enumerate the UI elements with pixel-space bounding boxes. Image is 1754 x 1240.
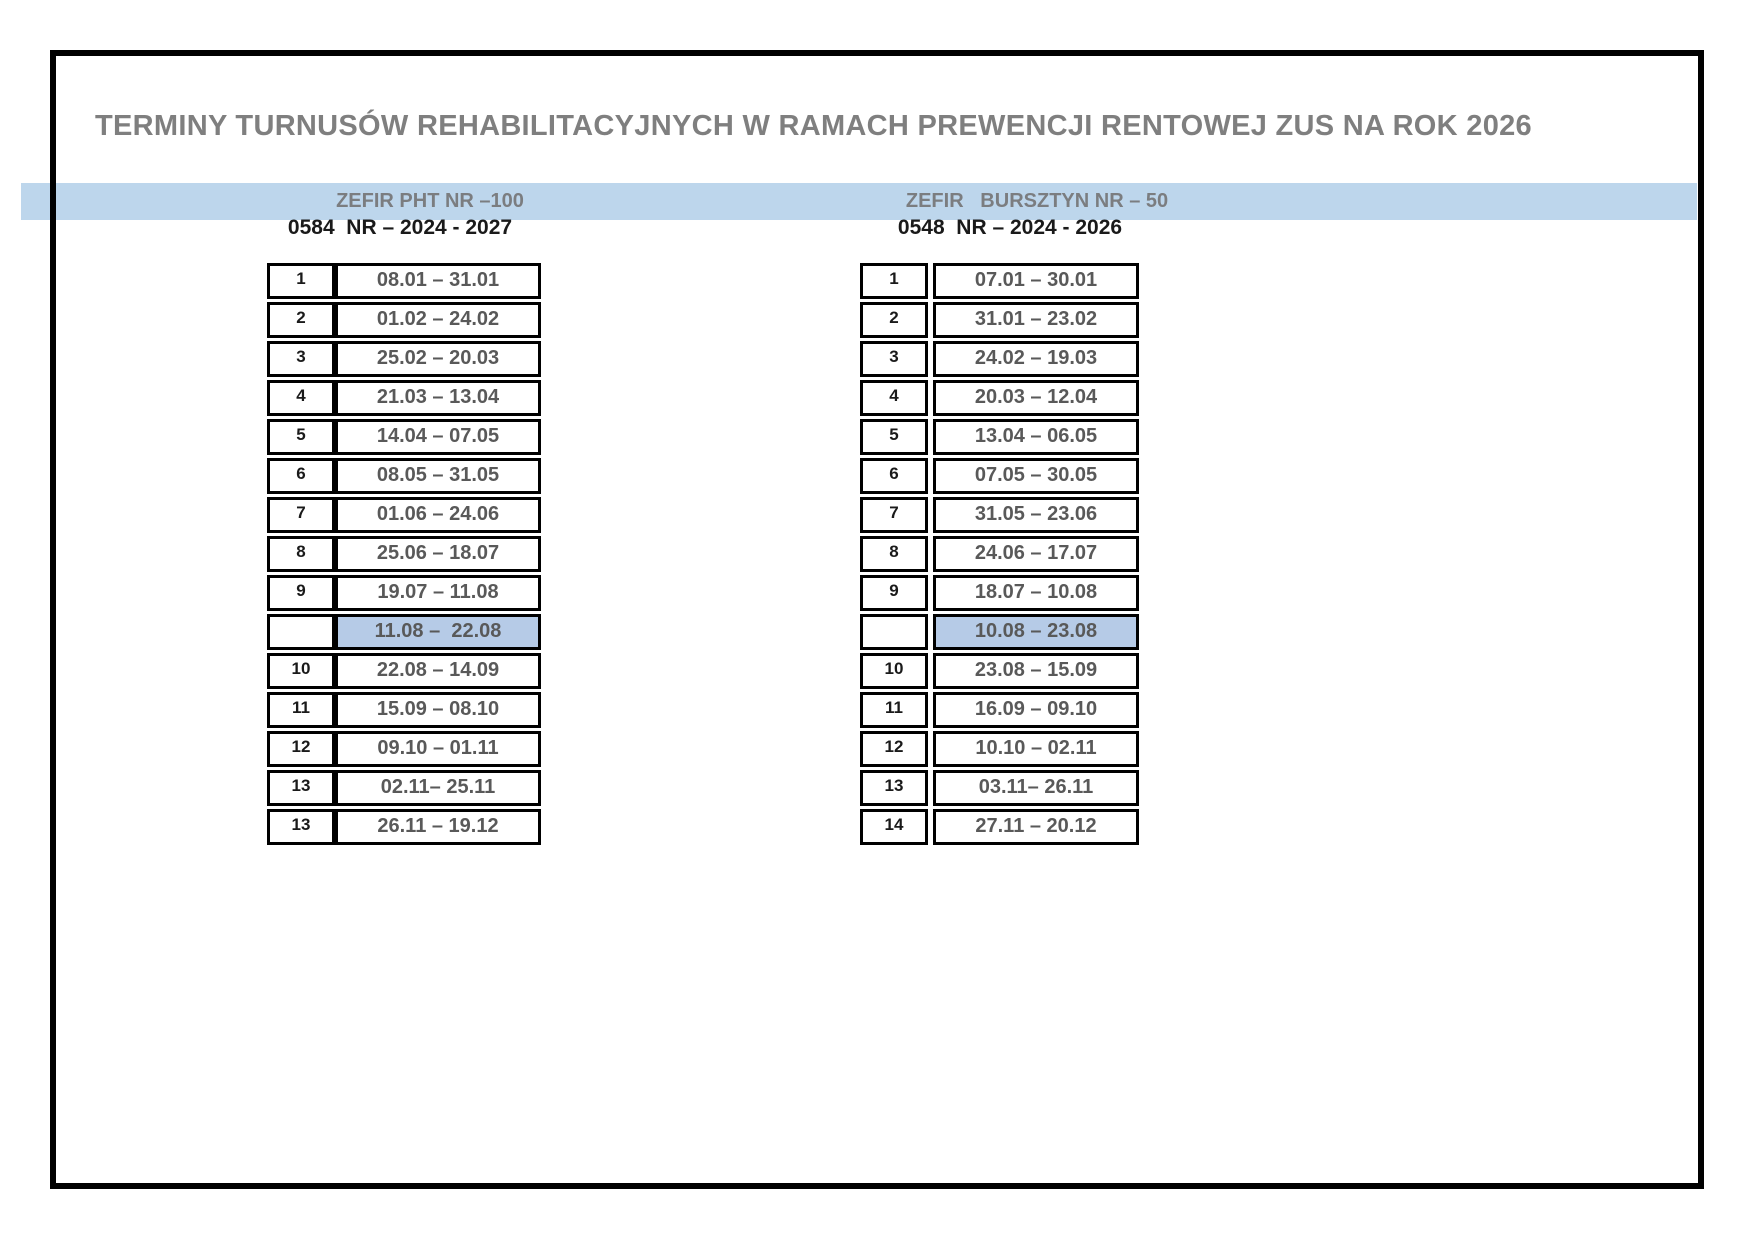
turnus-number-cell: 13 [860,770,928,806]
table-row [267,692,541,728]
turnus-number-cell: 12 [267,731,335,767]
table-row [860,263,1139,299]
turnus-number-cell: 11 [267,692,335,728]
table-row [267,536,541,572]
table-row [860,419,1139,455]
turnus-dates-cell: 10.10 – 02.11 [933,731,1139,767]
turnus-dates-cell: 11.08 – 22.08 [335,614,541,650]
turnus-dates-cell: 01.02 – 24.02 [335,302,541,338]
table-row [860,770,1139,806]
turnus-dates-cell: 07.05 – 30.05 [933,458,1139,494]
turnus-dates-cell: 23.08 – 15.09 [933,653,1139,689]
table-row [267,497,541,533]
table-row [267,614,541,650]
table-row [860,497,1139,533]
turnus-dates-cell: 22.08 – 14.09 [335,653,541,689]
table-row [860,302,1139,338]
turnus-number-cell: 13 [267,809,335,845]
turnus-dates-cell: 26.11 – 19.12 [335,809,541,845]
turnus-number-cell: 10 [267,653,335,689]
turnus-number-cell [860,614,928,650]
table-row [860,575,1139,611]
left-table-code-heading: 0584 NR – 2024 - 2027 [287,216,513,239]
turnus-number-cell [267,614,335,650]
turnus-number-cell: 11 [860,692,928,728]
table-row [860,380,1139,416]
turnus-dates-cell: 08.01 – 31.01 [335,263,541,299]
turnus-number-cell: 7 [267,497,335,533]
table-row [267,302,541,338]
table-row [860,614,1139,650]
turnus-number-cell: 8 [267,536,335,572]
table-row [860,731,1139,767]
turnus-dates-cell: 14.04 – 07.05 [335,419,541,455]
turnus-dates-cell: 03.11– 26.11 [933,770,1139,806]
turnus-number-cell: 1 [860,263,928,299]
turnus-number-cell: 10 [860,653,928,689]
right-table-code-heading: 0548 NR – 2024 - 2026 [897,216,1123,239]
table-row [860,536,1139,572]
turnus-number-cell: 5 [860,419,928,455]
turnus-dates-cell: 24.02 – 19.03 [933,341,1139,377]
table-row [267,458,541,494]
turnus-number-cell: 3 [267,341,335,377]
turnus-number-cell: 14 [860,809,928,845]
table-row [860,341,1139,377]
turnus-number-cell: 4 [267,380,335,416]
turnus-dates-cell: 01.06 – 24.06 [335,497,541,533]
table-row [860,458,1139,494]
turnus-dates-cell: 21.03 – 13.04 [335,380,541,416]
turnus-dates-cell: 10.08 – 23.08 [933,614,1139,650]
turnus-number-cell: 7 [860,497,928,533]
table-row [267,419,541,455]
turnus-dates-cell: 31.05 – 23.06 [933,497,1139,533]
table-row [860,692,1139,728]
table-row [267,380,541,416]
turnus-number-cell: 5 [267,419,335,455]
turnus-dates-cell: 09.10 – 01.11 [335,731,541,767]
turnus-number-cell: 13 [267,770,335,806]
turnus-number-cell: 3 [860,341,928,377]
table-row [267,770,541,806]
band-label-zefir-pht: ZEFIR PHT NR –100 [336,190,524,212]
turnus-number-cell: 1 [267,263,335,299]
turnus-number-cell: 6 [267,458,335,494]
turnus-table-zefir-pht [267,263,541,848]
turnus-number-cell: 8 [860,536,928,572]
turnus-number-cell: 2 [267,302,335,338]
turnus-number-cell: 2 [860,302,928,338]
turnus-dates-cell: 24.06 – 17.07 [933,536,1139,572]
turnus-dates-cell: 31.01 – 23.02 [933,302,1139,338]
turnus-dates-cell: 18.07 – 10.08 [933,575,1139,611]
turnus-number-cell: 12 [860,731,928,767]
table-row [267,341,541,377]
turnus-dates-cell: 19.07 – 11.08 [335,575,541,611]
turnus-dates-cell: 16.09 – 09.10 [933,692,1139,728]
turnus-number-cell: 4 [860,380,928,416]
turnus-dates-cell: 15.09 – 08.10 [335,692,541,728]
table-row [267,653,541,689]
table-row [267,575,541,611]
turnus-dates-cell: 25.06 – 18.07 [335,536,541,572]
turnus-dates-cell: 20.03 – 12.04 [933,380,1139,416]
table-row [267,809,541,845]
turnus-number-cell: 9 [860,575,928,611]
turnus-dates-cell: 08.05 – 31.05 [335,458,541,494]
table-row [267,731,541,767]
table-row [860,809,1139,845]
turnus-number-cell: 9 [267,575,335,611]
turnus-dates-cell: 13.04 – 06.05 [933,419,1139,455]
table-row [267,263,541,299]
header-band [21,183,1697,220]
turnus-dates-cell: 27.11 – 20.12 [933,809,1139,845]
turnus-dates-cell: 02.11– 25.11 [335,770,541,806]
turnus-table-zefir-bursztyn [860,263,1139,848]
turnus-dates-cell: 07.01 – 30.01 [933,263,1139,299]
turnus-number-cell: 6 [860,458,928,494]
band-label-zefir-bursztyn: ZEFIR BURSZTYN NR – 50 [905,190,1169,212]
table-row [860,653,1139,689]
turnus-dates-cell: 25.02 – 20.03 [335,341,541,377]
page-title: TERMINY TURNUSÓW REHABILITACYJNYCH W RAMACH PREWENCJI RENTOWEJ ZUS NA ROK 2026 [95,110,1532,142]
